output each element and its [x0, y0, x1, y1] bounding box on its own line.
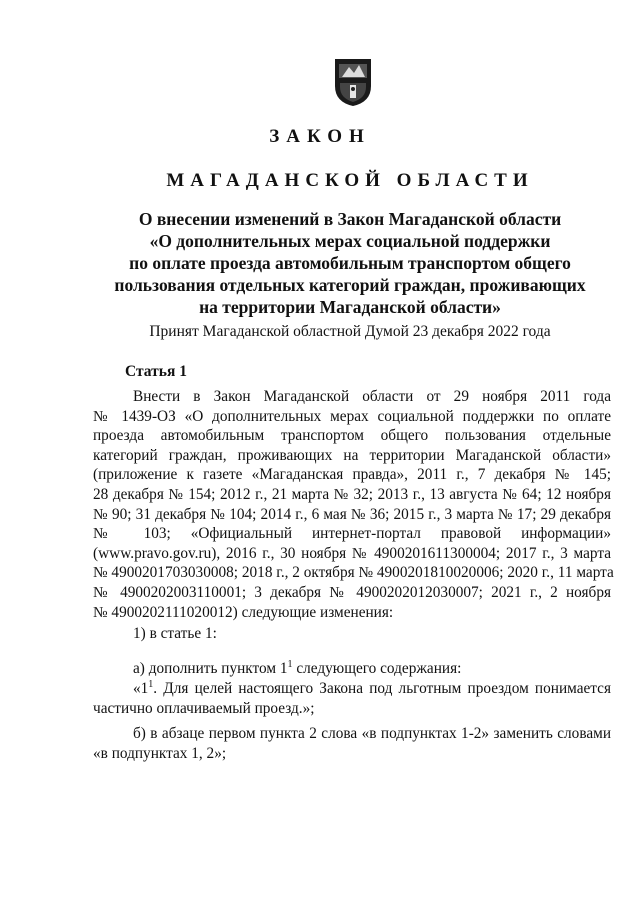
paragraph-line: (приложение к газете «Магаданская правда», 2011 г., 7 декабря № 145;	[93, 466, 611, 484]
document-title: ЗАКОН	[269, 126, 371, 147]
item-a	[133, 659, 640, 679]
quote-line-1	[93, 679, 611, 699]
paragraph-line: Внести в Закон Магаданской области от 29 ноября 2011 года	[133, 388, 611, 405]
adoption-statement: Принят Магаданской областной Думой 23 декабря 2022 года	[149, 323, 551, 340]
item-a-superscript: 1	[287, 658, 293, 670]
quote-open: «1	[133, 680, 149, 697]
law-heading	[90, 208, 610, 318]
paragraph-line: категорий граждан, проживающих на территории Магаданской области»	[93, 446, 611, 464]
quoted-provision	[93, 679, 611, 718]
item-b	[93, 724, 611, 763]
quote-text: . Для целей настоящего Закона под льготным проездом понимается	[153, 680, 611, 697]
paragraph-line: № 90; 31 декабря № 104; 2014 г., 6 мая № 36; 2015 г., 3 марта № 17; 29 декабря	[93, 505, 611, 523]
item-b-line-1: б) в абзаце первом пункта 2 слова «в подпунктах 1-2» заменить словами	[133, 725, 611, 742]
heading-line: на территории Магаданской области»	[199, 297, 501, 317]
heading-line: О внесении изменений в Закон Магаданской области	[138, 209, 562, 229]
paragraph-line: № 4900202003110001; 3 декабря № 4900202012030007; 2021 г., 2 ноября	[93, 583, 611, 601]
coat-of-arms-icon	[332, 56, 374, 108]
paragraph-line: № 4900201703030008; 2018 г., 2 октября № 4900201810020006; 2020 г., 11 марта	[93, 564, 614, 582]
item-a-text: а) дополнить пунктом 1	[133, 660, 288, 677]
heading-line: «О дополнительных мерах социальной поддержки	[149, 231, 551, 251]
item-a-text-rest: следующего содержания:	[292, 660, 462, 677]
document-subtitle: МАГАДАНСКОЙ ОБЛАСТИ	[166, 170, 534, 191]
paragraph-line: № 103; «Официальный интернет-портал правовой информации»	[93, 525, 611, 543]
paragraph-line: (www.pravo.gov.ru), 2016 г., 30 ноября № 4900201611300004; 2017 г., 3 марта	[93, 544, 611, 562]
paragraph-line: 28 декабря № 154; 2012 г., 21 марта № 32; 2013 г., 13 августа № 64; 12 ноября	[93, 485, 611, 503]
quote-line-2: частично оплачиваемый проезд.»;	[93, 699, 315, 717]
article-title: Статья 1	[125, 363, 187, 380]
paragraph-line: проезда автомобильным транспортом общего пользования отдельные	[93, 427, 611, 445]
quote-superscript: 1	[148, 678, 154, 690]
heading-line: по оплате проезда автомобильным транспортом общего	[129, 253, 571, 273]
paragraph-line: № 4900202111020012) следующие изменения:	[93, 603, 394, 621]
intro-paragraph	[93, 387, 614, 622]
item-1: 1) в статье 1:	[133, 625, 217, 642]
item-b-line-2: «в подпунктах 1, 2»;	[93, 744, 227, 762]
paragraph-line: № 1439-ОЗ «О дополнительных мерах социальной поддержки по оплате	[93, 407, 611, 425]
heading-line: пользования отдельных категорий граждан, проживающих	[114, 275, 586, 295]
